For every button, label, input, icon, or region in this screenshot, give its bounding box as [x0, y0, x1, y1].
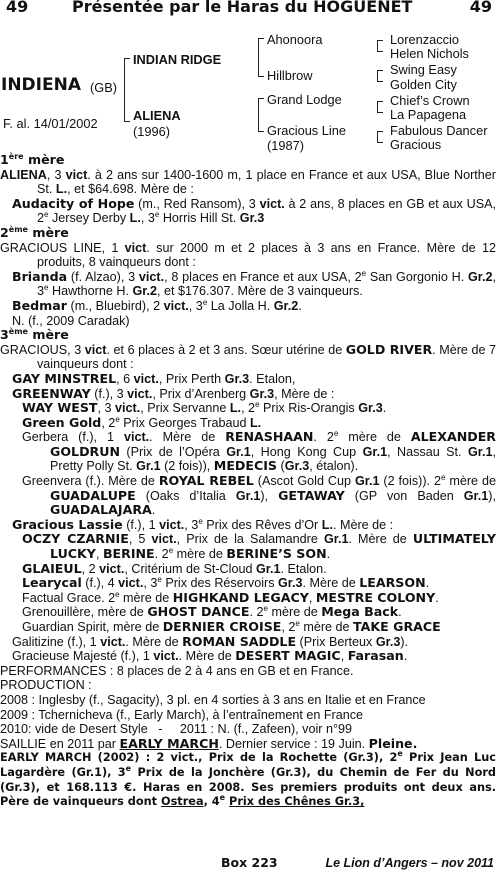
lot-number-left: 49 — [6, 0, 29, 16]
section-second-dam: 2ème mère — [0, 224, 69, 240]
produce-entry: WAY WEST, 3 vict., Prix Servanne L., 2e Prix Ris-Orangis Gr.3. — [22, 399, 387, 416]
ddd: Gracious — [390, 137, 442, 152]
box-number: Box 223 — [221, 855, 278, 870]
lot-number-right: 49 — [469, 0, 492, 16]
produce-entry: GLAIEUL, 2 vict., Critérium de St-Cloud Gr.1. Etalon. — [22, 560, 327, 576]
produce-entry: GREENWAY (f.), 3 vict., Prix d’Arenberg Gr.3, Mère de : — [12, 385, 335, 401]
sds: Swing Easy — [390, 62, 457, 77]
sale-reference: Le Lion d’Angers – nov 2011 — [325, 856, 494, 870]
stallion-note: EARLY MARCH (2002) : 2 vict., Prix de la Rochette (Gr.3), 2e Prix Jean Luc Lagardère (Gr.1), 3e Prix de la Jonchère (Gr.3), du Chemin de Fer du Nord (Gr.3), et 168.113 €. Haras en 2008. Ses premiers produits ont deux ans. Père de vainqueurs dont Ostrea, 4e Prix des Chênes Gr.3, — [0, 749, 497, 809]
bracket-dam — [258, 98, 264, 132]
dam-year: (1996) — [133, 124, 170, 139]
produce-entry: OCZY CZARNIE, 5 vict., Prix de la Salamandre Gr.1. Mère de ULTIMATELY LUCKY, BERINE. 2e mère de BERINE’S SON. — [22, 531, 496, 562]
produce-entry: Factual Grace. 2e mère de HIGHKAND LEGACY, MESTRE COLONY. — [22, 589, 439, 605]
dsd: La Papagena — [390, 107, 467, 122]
dam: ALIENA — [133, 108, 181, 123]
dss: Chief’s Crown — [390, 93, 470, 108]
ssd: Helen Nichols — [390, 46, 469, 61]
first-dam-text: ALIENA, 3 vict. à 2 ans sur 1400-1600 m, 1 place en France et aux USA, Blue Norther St. L., et $64.698. Mère de : — [0, 167, 496, 197]
bracket-ds — [377, 101, 383, 113]
produce-entry: Green Gold, 2e Prix Georges Trabaud L. — [22, 414, 262, 430]
header-title: Présentée par le Haras du HOGUENET — [72, 0, 413, 16]
page-header — [0, 0, 500, 22]
bracket-parents — [124, 58, 130, 122]
horse-name: INDIENA — [1, 75, 81, 95]
produce-entry: Gracious Lassie (f.), 1 vict., 3e Prix des Rêves d’Or L.. Mère de : — [12, 516, 394, 532]
production-line: 2009 : Tchernicheva (f., Early March), à l’entraînement en France — [0, 707, 364, 722]
produce-entry: Learycal (f.), 4 vict., 3e Prix des Réservoirs Gr.3. Mère de LEARSON. — [22, 575, 430, 591]
bracket-sire — [258, 38, 264, 77]
sire-dam: Hillbrow — [267, 68, 313, 83]
produce-entry: Audacity of Hope (m., Red Ransom), 3 vict. à 2 ans, 8 places en GB et aux USA, 2e Jersey Derby L., 3e Horris Hill St. Gr.3 — [12, 195, 496, 226]
catalogue-body — [0, 153, 496, 810]
covering: SAILLIE en 2011 par EARLY MARCH. Dernier service : 19 Juin. Pleine. — [0, 735, 418, 751]
sss: Lorenzaccio — [390, 32, 460, 47]
produce-entry: Greenvera (f.). Mère de ROYAL REBEL (Ascot Gold Cup Gr.1 (2 fois)). 2e mère de GUADALUPE (Oaks d’Italia Gr.1), GETAWAY (GP von Baden Gr.1), GUADALAJARA. — [22, 472, 497, 518]
production-line: 2008 : Inglesby (f., Sagacity), 3 pl. en 4 sorties à 3 ans en Italie et en France — [0, 692, 426, 707]
produce-entry: Gracieuse Majesté (f.), 1 vict.. Mère de DESERT MAGIC, Farasan. — [12, 648, 408, 664]
bracket-dd — [377, 131, 383, 143]
bracket-sd — [377, 70, 383, 82]
produce-entry: Brianda (f. Alzao), 3 vict., 8 places en France et aux USA, 2e San Gorgonio H. Gr.2, 3e Hawthorne H. Gr.2, et $176.307. Mère de 3 vainqueurs. — [12, 268, 496, 299]
produce-entry: Guardian Spirit, mère de DERNIER CROISE, 2e mère de TAKE GRACE — [22, 618, 441, 634]
production-heading: PRODUCTION : — [0, 678, 92, 693]
third-dam-text: GRACIOUS, 3 vict. et 6 places à 2 et 3 ans. Sœur utérine de GOLD RIVER. Mère de 7 vainqueurs dont : — [0, 341, 496, 372]
section-first-dam: 1ère mère — [0, 151, 65, 167]
produce-entry: GAY MINSTREL, 6 vict., Prix Perth Gr.3. Etalon, — [12, 370, 296, 386]
produce-entry: Grenouillère, mère de GHOST DANCE. 2e mère de Mega Back. — [22, 604, 402, 620]
produce-entry: Galitizine (f.), 1 vict.. Mère de ROMAN SADDLE (Prix Berteux Gr.3). — [12, 633, 409, 649]
performances: PERFORMANCES : 8 places de 2 à 4 ans en GB et en France. — [0, 663, 354, 678]
horse-details: F. al. 14/01/2002 — [3, 116, 98, 131]
produce-entry: N. (f., 2009 Caradak) — [12, 313, 130, 328]
production-line: 2010: vide de Desert Style - 2011 : N. (f., Zafeen), voir n°99 — [0, 722, 352, 737]
horse-origin: (GB) — [90, 80, 118, 95]
second-dam-text: GRACIOUS LINE, 1 vict. sur 2000 m et 2 places à 3 ans en France. Mère de 12 produits, 8 vainqueurs dont : — [0, 240, 496, 270]
sire: INDIAN RIDGE — [133, 52, 222, 67]
section-third-dam: 3ème mère — [0, 326, 69, 343]
dds: Fabulous Dancer — [390, 123, 488, 138]
produce-entry: Gerbera (f.), 1 vict.. Mère de RENASHAAN. 2e mère de ALEXANDER GOLDRUN (Prix de l’Opéra Gr.1, Hong Kong Cup Gr.1, Nassau St. Gr.1, Pretty Polly St. Gr.1 (2 fois)), MEDECIS (Gr.3, étalon). — [22, 429, 496, 474]
dam-sire: Grand Lodge — [267, 92, 342, 107]
dam-dam: Gracious Line — [267, 123, 346, 138]
page-footer — [0, 856, 500, 872]
bracket-ss — [377, 40, 383, 52]
sdd: Golden City — [390, 77, 457, 92]
dam-dam-year: (1987) — [267, 138, 304, 153]
produce-entry: Bedmar (m., Bluebird), 2 vict., 3e La Jolla H. Gr.2. — [12, 297, 302, 313]
sire-sire: Ahonoora — [267, 32, 323, 47]
